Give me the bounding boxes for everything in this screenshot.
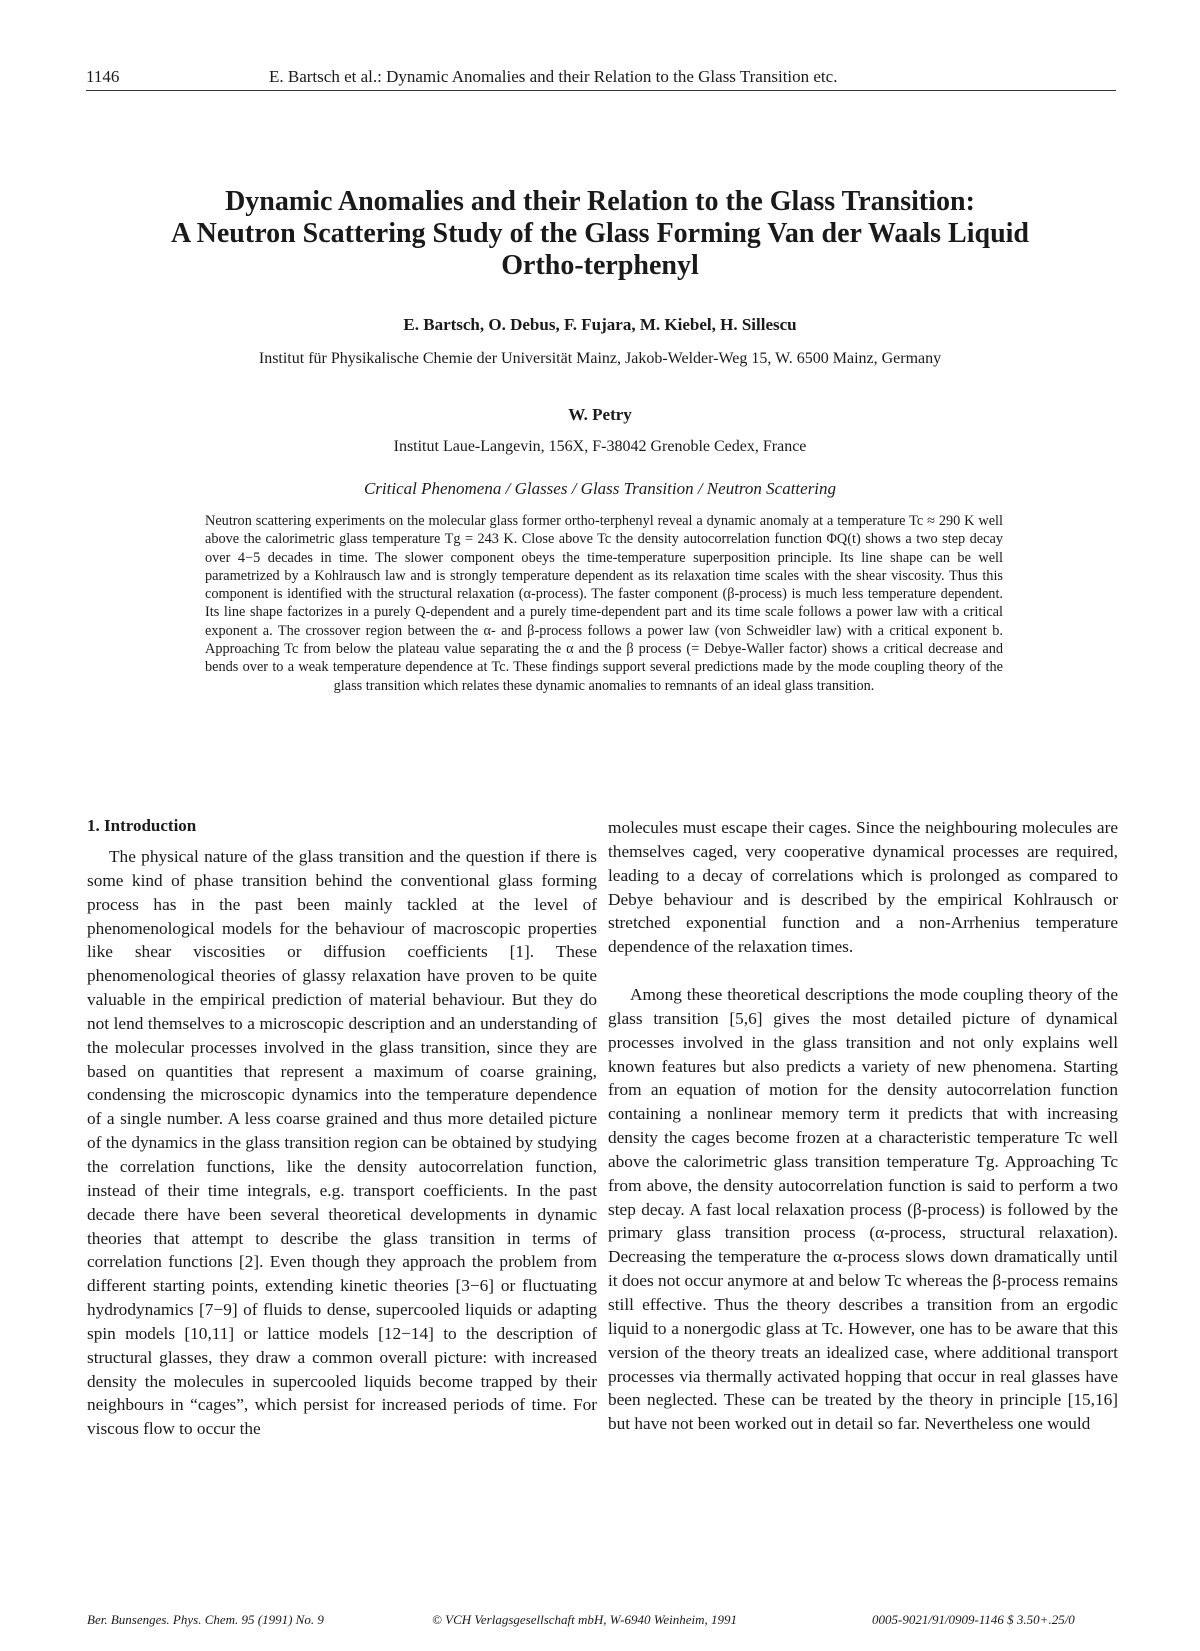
article-title	[60, 186, 1140, 282]
footer-publisher: © VCH Verlagsgesellschaft mbH, W-6940 Weinheim, 1991	[432, 1612, 737, 1627]
title-line-1: Dynamic Anomalies and their Relation to the Glass Transition:	[225, 186, 975, 217]
header-rule	[86, 90, 1116, 91]
footer-journal: Ber. Bunsenges. Phys. Chem. 95 (1991) No. 9	[87, 1612, 324, 1627]
footer-code: 0005-9021/91/0909-1146 $ 3.50+.25/0	[872, 1612, 1075, 1627]
body-paragraph: Among these theoretical descriptions the mode coupling theory of the glass transition [5,6] gives the most detailed picture of dynamical processes involved in the glass transition and not only explains well known features but also predicts a variety of new phenomena. Starting from an equation of motion for the density autocorrelation function containing a nonlinear memory term it predicts that with increasing density the cages become frozen at a characteristic temperature Tc well above the calorimetric glass transition temperature Tg. Approaching Tc from above, the density autocorrelation function is said to perform a two step decay. A fast local relaxation process (β-process) is followed by the primary glass transition process (α-process, structural relaxation). Decreasing the temperature the α-process slows down dramatically until it does not occur anymore at and below Tc whereas the β-process remains still effective. Thus the theory describes a transition from an ergodic liquid to a nonergodic glass at Tc. However, one has to be aware that this version of the theory treats an idealized case, where additional transport processes via thermally activated hopping that occur in real glasses have been neglected. These can be treated by the theory in principle [15,16] but have not been worked out in detail so far. Nevertheless one would	[608, 985, 1118, 1434]
title-line-2: A Neutron Scattering Study of the Glass Forming Van der Waals Liquid	[170, 218, 1030, 249]
author-petry: W. Petry	[568, 405, 632, 424]
page-number: 1146	[86, 67, 120, 86]
keywords: Critical Phenomena / Glasses / Glass Transition / Neutron Scattering	[363, 479, 837, 498]
running-title: E. Bartsch et al.: Dynamic Anomalies and their Relation to the Glass Transition etc.	[269, 67, 838, 86]
body-paragraph: molecules must escape their cages. Since the neighbouring molecules are themselves caged, very cooperative dynamical processes are required, leading to a decay of correlations which is prolonged as compared to Debye behaviour and is described by the empirical Kohlrausch or stretched exponential function and a non-Arrhenius temperature dependence of the relaxation times.	[608, 818, 1118, 957]
author-list: E. Bartsch, O. Debus, F. Fujara, M. Kiebel, H. Sillescu	[403, 315, 797, 334]
title-line-3: Ortho-terphenyl	[501, 250, 699, 281]
affiliation-ill: Institut Laue-Langevin, 156X, F-38042 Grenoble Cedex, France	[393, 438, 807, 455]
affiliation-mainz: Institut für Physikalische Chemie der Universität Mainz, Jakob-Welder-Weg 15, W. 6500 Mainz, Germany	[258, 350, 942, 367]
section-heading-introduction: 1. Introduction	[87, 816, 197, 835]
abstract: Neutron scattering experiments on the molecular glass former ortho-terphenyl reveal a dynamic anomaly at a temperature Tc ≈ 290 K well above the calorimetric glass temperature Tg = 243 K. Close above Tc the density autocorrelation function ΦQ(t) shows a two step decay over 4−5 decades in time. The slower component obeys the time-temperature superposition principle. Its line shape can be well parametrized by a Kohlrausch law and is strongly temperature dependent as its relaxation time scales with the shear viscosity. Thus this component is identified with the structural relaxation (α-process). The faster component (β-process) is much less temperature dependent. Its line shape factorizes in a purely Q-dependent and a purely time-dependent part and its time scale follows a power law with a critical exponent a. The crossover region between the α- and β-process follows a power law (von Schweidler law) with a critical exponent b. Approaching Tc from below the plateau value separating the α and the β process (= Debye-Waller factor) shows a critical decrease and bends over to a weak temperature dependence at Tc. These findings support several predictions made by the mode coupling theory of the glass transition which relates these dynamic anomalies to remnants of an ideal glass transition.	[205, 513, 1003, 694]
body-paragraph: The physical nature of the glass transition and the question if there is some kind of phase transition behind the conventional glass forming process has in the past been mainly tackled at the level of phenomenological models for the behaviour of macroscopic properties like shear viscosities or diffusion coefficients [1]. These phenomenological theories of glassy relaxation have proven to be quite valuable in the empirical prediction of material behaviour. But they do not lend themselves to a microscopic description and an understanding of the molecular processes involved in the glass transition, since they are based on quantities that represent a maximum of coarse graining, condensing the microscopic dynamics into the temperature dependence of a single number. A less coarse grained and thus more detailed picture of the dynamics in the glass transition region can be obtained by studying the correlation functions, like the density autocorrelation function, instead of their time integrals, e.g. transport coefficients. In the past decade there have been several theoretical developments in dynamic theories that attempt to describe the glass transition in terms of correlation functions [2]. Even though they approach the problem from different starting points, extending kinetic theories [3−6] or fluctuating hydrodynamics [7−9] of fluids to dense, supercooled liquids or adapting spin models [10,11] or lattice models [12−14] to the description of structural glasses, they draw a common overall picture: with increased density the molecules in supercooled liquids become trapped by their neighbours in “cages”, which persist for increased periods of time. For viscous flow to occur the	[87, 847, 597, 1439]
